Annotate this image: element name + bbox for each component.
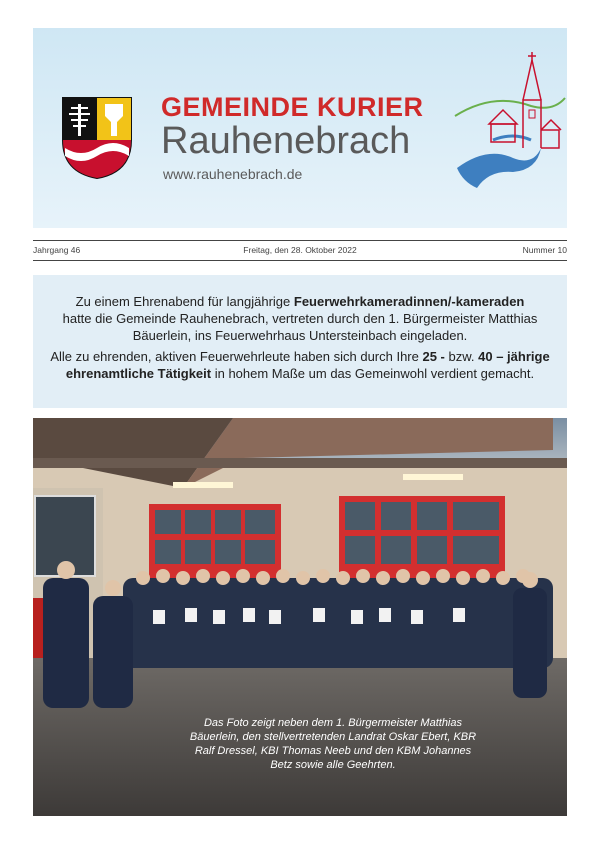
masthead [33,28,567,228]
village-illustration-icon [433,48,567,198]
coat-of-arms-icon [61,96,133,180]
municipality-name: Rauhenebrach [161,120,411,162]
issue-number: Nummer 10 [522,245,567,255]
website-url[interactable]: www.rauhenebrach.de [163,166,303,182]
newspaper-title: GEMEINDE KURIER [161,92,424,122]
intro-box [33,275,567,408]
photo-caption: Das Foto zeigt neben dem 1. Bürgermeister Matthias Bäuerlein, den stellvertretenden Landrat Oskar Ebert, KBR Ralf Dressel, KBI Thomas Neeb und den KBM Johannes Betz sowie alle Geehrten. [189,717,477,771]
issue-info-bar [33,240,567,261]
issue-volume: Jahrgang 46 [33,245,81,255]
issue-date: Freitag, den 28. Oktober 2022 [243,245,357,255]
intro-paragraph-1: Zu einem Ehrenabend für langjährige Feuerwehrkameradinnen/-kameraden hatte die Gemeinde Rauhenebrach, vertreten durch den 1. Bürgermeister Matthias Bäuerlein, ins Feuerwehrhaus Untersteinbach eingeladen. [62,294,538,343]
intro-paragraph-2: Alle zu ehrenden, aktiven Feuerwehrleute haben sich durch Ihre 25 - bzw. 40 – jährige ehrenamtliche Tätigkeit in hohem Maße um das Gemeinwohl verdient gemacht. [50,349,550,381]
group-photo [33,418,567,816]
